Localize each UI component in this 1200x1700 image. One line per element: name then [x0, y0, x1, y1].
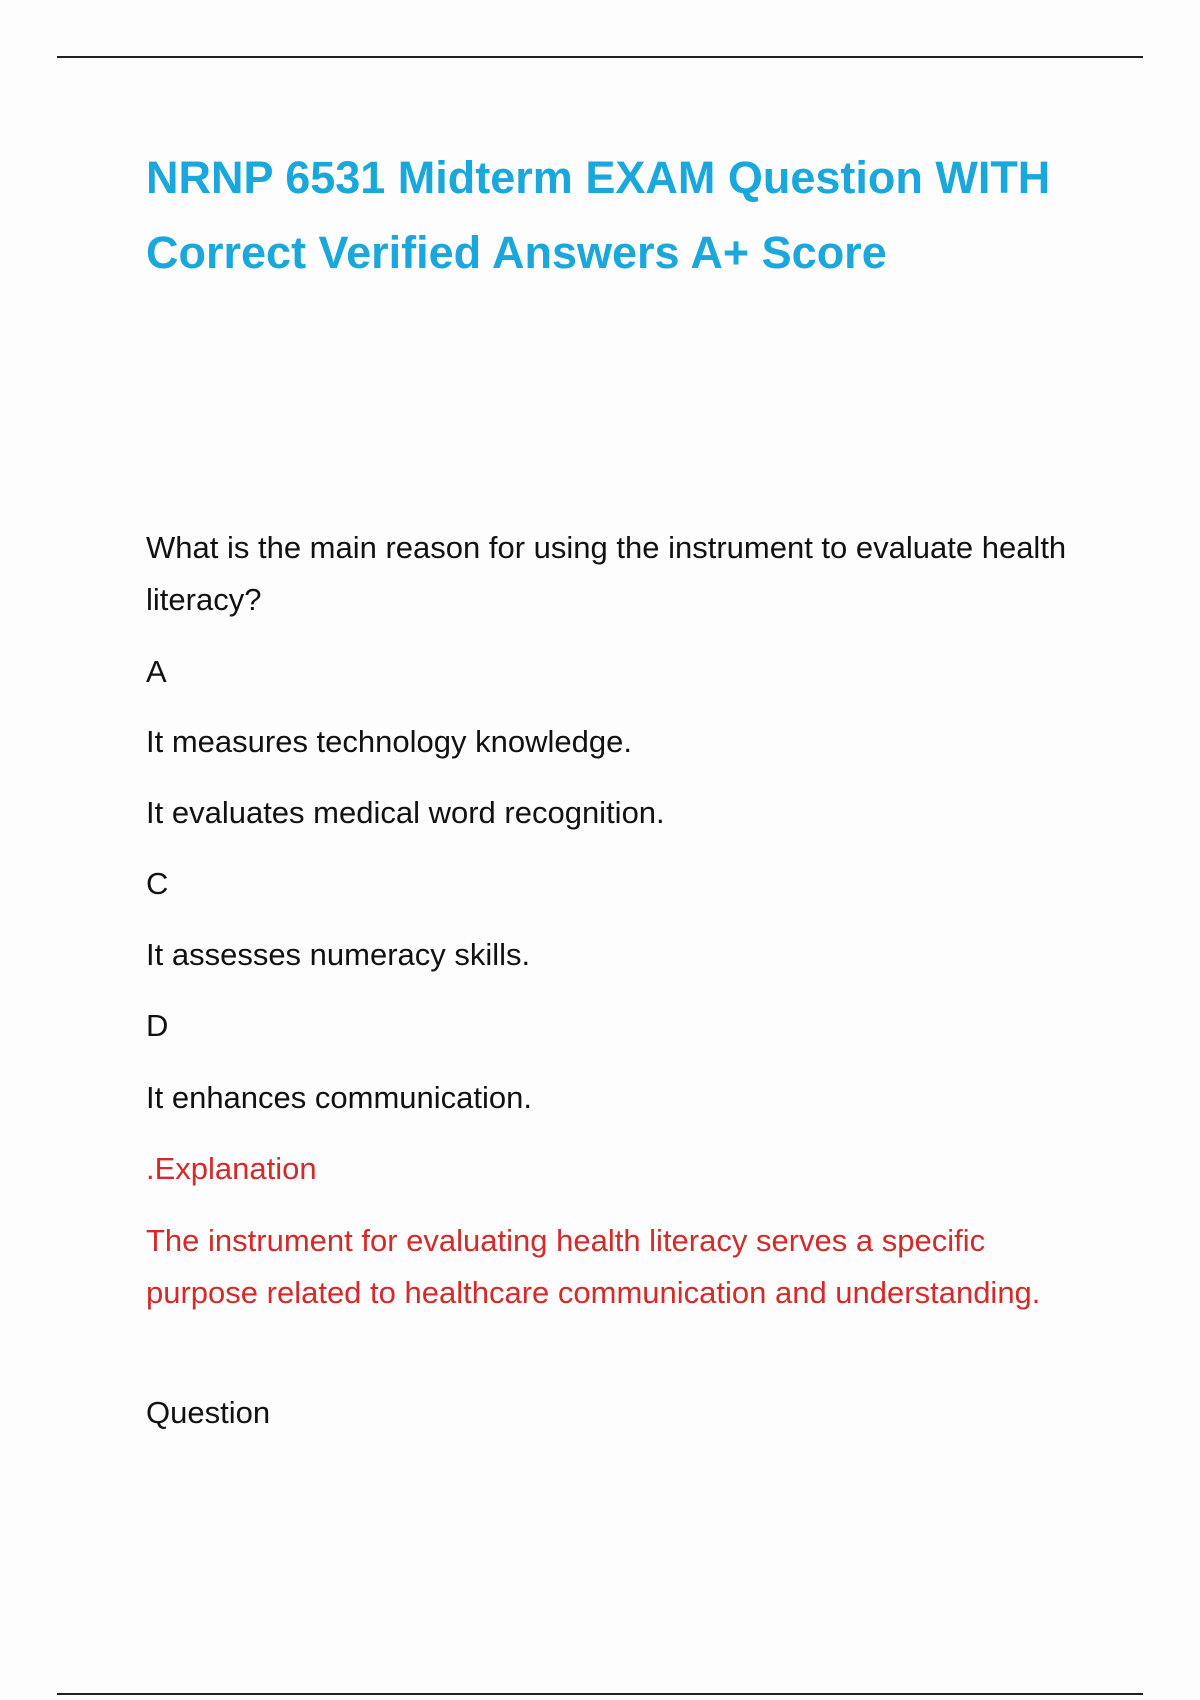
explanation-text: The instrument for evaluating health literacy serves a specific purpose related to healthcare communication and understanding.: [146, 1223, 1041, 1310]
question-text: What is the main reason for using the instrument to evaluate health literacy?: [146, 530, 1067, 617]
option-letter-d: D: [146, 1008, 169, 1043]
explanation-heading: .Explanation: [146, 1151, 317, 1186]
option-text-c: It assesses numeracy skills.: [146, 937, 531, 972]
option-text-a: It measures technology knowledge.: [146, 724, 632, 759]
option-text-b: It evaluates medical word recognition.: [146, 795, 665, 830]
document-title: NRNP 6531 Midterm EXAM Question WITH Correct Verified Answers A+ Score: [146, 152, 1051, 278]
bottom-rule: [57, 1693, 1143, 1695]
next-question-label: Question: [146, 1395, 271, 1430]
option-text-d: It enhances communication.: [146, 1080, 532, 1115]
top-rule: [57, 56, 1143, 58]
option-letter-a: A: [146, 654, 167, 689]
option-letter-c: C: [146, 866, 169, 901]
